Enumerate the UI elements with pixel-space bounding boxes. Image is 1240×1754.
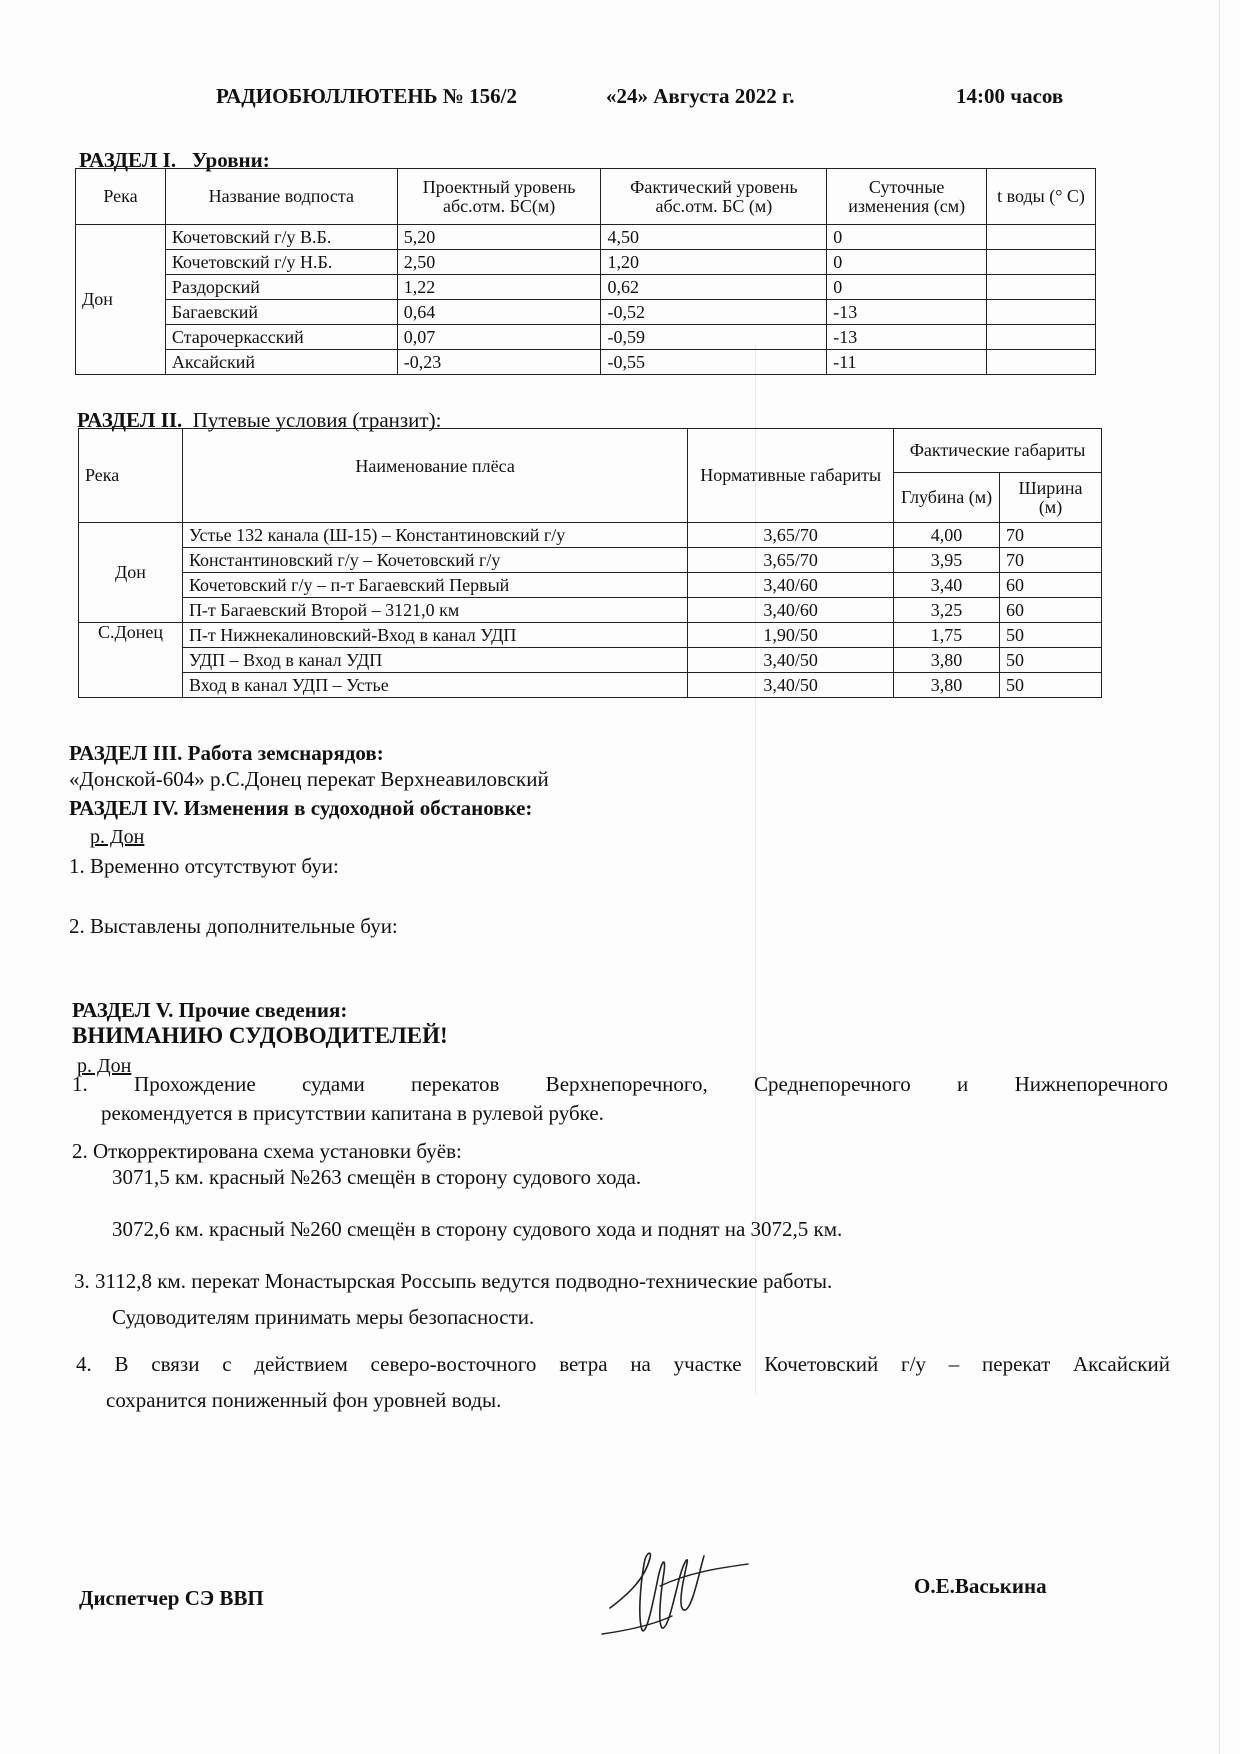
actual-width: 70 — [1000, 548, 1102, 573]
actual-depth: 3,40 — [894, 573, 1000, 598]
section5-item-2-line-1: 2. Откорректирована схема установки буёв: — [72, 1139, 462, 1163]
levels-header-change: Суточные изменения (см) — [827, 169, 987, 225]
actual-width: 60 — [1000, 573, 1102, 598]
scan-edge-line — [1219, 0, 1220, 1754]
dispatcher-name: О.Е.Васькина — [914, 1574, 1047, 1598]
daily-change: 0 — [827, 275, 987, 300]
actual-level: -0,59 — [601, 325, 827, 350]
project-level: 1,22 — [397, 275, 601, 300]
project-level: 2,50 — [397, 250, 601, 275]
levels-header-station: Название водпоста — [165, 169, 397, 225]
transit-header-normative: Нормативные габариты — [688, 429, 894, 523]
transit-header-river: Река — [79, 429, 183, 523]
station-name: Аксайский — [165, 350, 397, 375]
daily-change: -13 — [827, 300, 987, 325]
normative-dims: 3,65/70 — [688, 548, 894, 573]
dispatcher-position: Диспетчер СЭ ВВП — [79, 1586, 264, 1610]
section5-item-2-line-2: 3071,5 км. красный №263 смещён в сторону судового хода. — [112, 1165, 642, 1189]
station-name: Кочетовский г/у Н.Б. — [165, 250, 397, 275]
transit-table-header — [79, 429, 1102, 473]
reach-name: Вход в канал УДП – Устье — [182, 673, 687, 698]
actual-level: 0,62 — [601, 275, 827, 300]
table-row — [79, 573, 1102, 598]
levels-header-actual: Фактический уровень абс.отм. БС (м) — [601, 169, 827, 225]
reach-name: Устье 132 канала (Ш-15) – Константиновский г/у — [182, 523, 687, 548]
section1-title-text: Уровни: — [191, 148, 270, 172]
table-row — [76, 250, 1096, 275]
station-name: Старочеркасский — [165, 325, 397, 350]
actual-width: 60 — [1000, 598, 1102, 623]
reach-name: Константиновский г/у – Кочетовский г/у — [182, 548, 687, 573]
normative-dims: 3,40/60 — [688, 573, 894, 598]
bulletin-title: РАДИОБЮЛЛЮТЕНЬ № 156/2 — [216, 84, 517, 108]
table-row — [79, 598, 1102, 623]
reach-name: УДП – Вход в канал УДП — [182, 648, 687, 673]
actual-depth: 3,95 — [894, 548, 1000, 573]
actual-level: -0,55 — [601, 350, 827, 375]
project-level: 0,64 — [397, 300, 601, 325]
levels-table — [75, 168, 1096, 375]
table-row — [76, 300, 1096, 325]
levels-river-cell: Дон — [76, 225, 166, 375]
levels-header-temp: t воды (° С) — [987, 169, 1096, 225]
actual-depth: 3,25 — [894, 598, 1000, 623]
section2-title-text: Путевые условия (транзит): — [192, 408, 442, 432]
table-row — [76, 325, 1096, 350]
table-row — [76, 225, 1096, 250]
water-temp — [987, 250, 1096, 275]
normative-dims: 3,40/50 — [688, 673, 894, 698]
section5-item-1-line-2: рекомендуется в присутствии капитана в рулевой рубке. — [101, 1101, 604, 1125]
levels-header-river: Река — [76, 169, 166, 225]
daily-change: 0 — [827, 250, 987, 275]
water-temp — [987, 325, 1096, 350]
section3-title: РАЗДЕЛ III. Работа земснарядов: — [69, 741, 384, 765]
normative-dims: 1,90/50 — [688, 623, 894, 648]
station-name: Багаевский — [165, 300, 397, 325]
table-row — [79, 648, 1102, 673]
section5-item-3-line-1: 3. 3112,8 км. перекат Монастырская Россыпь ведутся подводно-технические работы. — [74, 1269, 833, 1293]
normative-dims: 3,40/50 — [688, 648, 894, 673]
transit-header-depth: Глубина (м) — [894, 473, 1000, 523]
actual-width: 50 — [1000, 648, 1102, 673]
section4-title: РАЗДЕЛ IV. Изменения в судоходной обстановке: — [69, 796, 533, 820]
transit-river-cell: С.Донец — [79, 623, 183, 698]
actual-depth: 3,80 — [894, 648, 1000, 673]
table-row — [79, 623, 1102, 648]
reach-name: Кочетовский г/у – п-т Багаевский Первый — [182, 573, 687, 598]
bulletin-date: «24» Августа 2022 г. — [606, 84, 795, 108]
signature-image — [600, 1538, 750, 1648]
table-row — [76, 350, 1096, 375]
actual-depth: 4,00 — [894, 523, 1000, 548]
transit-header-width: Ширина (м) — [1000, 473, 1102, 523]
daily-change: -13 — [827, 325, 987, 350]
table-row — [79, 548, 1102, 573]
actual-level: 1,20 — [601, 250, 827, 275]
actual-width: 50 — [1000, 673, 1102, 698]
table-row — [79, 523, 1102, 548]
section3-dredger-line: «Донской-604» р.С.Донец перекат Верхнеавиловский — [69, 767, 549, 791]
section4-item-2: 2. Выставлены дополнительные буи: — [69, 914, 398, 938]
station-name: Кочетовский г/у В.Б. — [165, 225, 397, 250]
transit-header-reach: Наименование плёса — [182, 429, 687, 523]
section4-river: р. Дон — [90, 826, 145, 848]
section5-item-4-line-2: сохранится пониженный фон уровней воды. — [106, 1388, 502, 1412]
water-temp — [987, 275, 1096, 300]
table-row — [76, 275, 1096, 300]
table-row — [79, 673, 1102, 698]
section1-title-number: РАЗДЕЛ I. — [79, 148, 177, 172]
transit-table — [78, 428, 1102, 698]
section5-title: РАЗДЕЛ V. Прочие сведения: — [72, 998, 348, 1022]
actual-depth: 1,75 — [894, 623, 1000, 648]
levels-table-header — [76, 169, 1096, 225]
section2-title-number: РАЗДЕЛ II. — [77, 408, 183, 432]
transit-header-actual: Фактические габариты — [894, 429, 1102, 473]
signature-drawing — [600, 1538, 750, 1648]
section5-item-3-line-2: Судоводителям принимать меры безопасности. — [112, 1305, 535, 1329]
actual-width: 70 — [1000, 523, 1102, 548]
reach-name: П-т Нижнекалиновский-Вход в канал УДП — [182, 623, 687, 648]
bulletin-time: 14:00 часов — [956, 84, 1064, 108]
actual-width: 50 — [1000, 623, 1102, 648]
station-name: Раздорский — [165, 275, 397, 300]
daily-change: -11 — [827, 350, 987, 375]
section4-item-1: 1. Временно отсутствуют буи: — [69, 854, 339, 878]
water-temp — [987, 225, 1096, 250]
section5-item-4-line-1: 4. В связи с действием северо-восточного ветра на участке Кочетовский г/у – перекат Аксайский — [76, 1352, 1170, 1376]
actual-level: -0,52 — [601, 300, 827, 325]
section5-item-2-line-3: 3072,6 км. красный №260 смещён в сторону судового хода и поднят на 3072,5 км. — [112, 1217, 843, 1241]
transit-river-cell: Дон — [79, 523, 183, 623]
section5-river: р. Дон — [77, 1055, 132, 1077]
actual-depth: 3,80 — [894, 673, 1000, 698]
daily-change: 0 — [827, 225, 987, 250]
section5-attention: ВНИМАНИЮ СУДОВОДИТЕЛЕЙ! — [72, 1023, 448, 1048]
section5-item-1-line-1: 1. Прохождение судами перекатов Верхнепоречного, Среднепоречного и Нижнепоречного — [72, 1072, 1168, 1096]
water-temp — [987, 350, 1096, 375]
project-level: 5,20 — [397, 225, 601, 250]
project-level: -0,23 — [397, 350, 601, 375]
normative-dims: 3,40/60 — [688, 598, 894, 623]
reach-name: П-т Багаевский Второй – 3121,0 км — [182, 598, 687, 623]
project-level: 0,07 — [397, 325, 601, 350]
actual-level: 4,50 — [601, 225, 827, 250]
water-temp — [987, 300, 1096, 325]
normative-dims: 3,65/70 — [688, 523, 894, 548]
levels-header-project: Проектный уровень абс.отм. БС(м) — [397, 169, 601, 225]
